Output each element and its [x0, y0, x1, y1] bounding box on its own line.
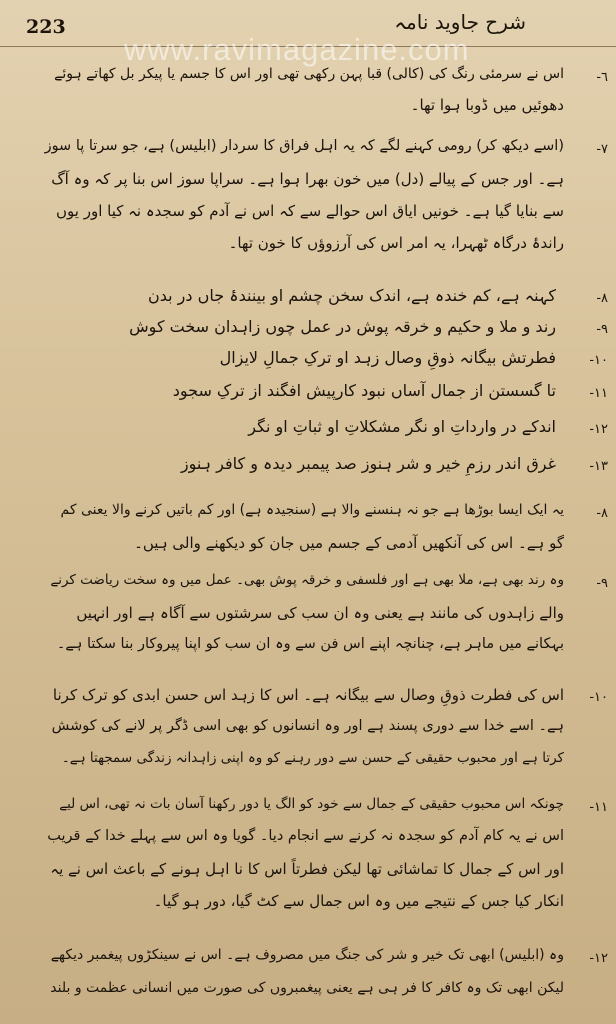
note-number: -٧: [596, 142, 608, 157]
verse-line: غرق اندر رزمِ خیر و شر ہنوز صد پیمبر دیدہ و کافر ہنوز: [180, 454, 556, 473]
verse-line: کہنہ ہے، کم خندہ ہے، اندک سخن چشم او بینندۂ جاں در بدن: [147, 286, 556, 305]
note-number: -١٢: [589, 951, 608, 966]
note-number: -٨: [596, 506, 608, 521]
verse-line: اندکے در وارداتِ او نگر مشکلاتِ او ثباتِ او نگر: [248, 417, 556, 436]
verse-number: -١٢: [589, 422, 608, 437]
note-number: -١٠: [589, 690, 608, 705]
running-title: شرح جاوید نامہ: [394, 10, 526, 34]
text-line: اور اس کے جمال کا تماشائی تھا لیکن فطرتاً اس کا نا اہل ہونے کے باعث اس نے یہ: [50, 860, 564, 878]
page-number: 223: [26, 16, 66, 38]
text-line: وہ (ابلیس) ابھی تک خیر و شر کی جنگ میں مصروف ہے۔ اس نے سینکڑوں پیغمبر دیکھے: [50, 947, 564, 963]
text-line: والے زاہدوں کی مانند ہے یعنی وہ ان سب کی سرشتوں سے آگاہ ہے اور انہیں: [76, 604, 564, 622]
text-line: (اسے دیکھ کر) رومی کہنے لگے کہ یہ اہل فراق کا سردار (ابلیس) ہے، جو سرتا پا سوز: [44, 138, 564, 154]
verse-number: -١١: [589, 386, 608, 401]
text-line: راندۂ درگاہ ٹھہرا، یہ امر اس کی آرزوؤں کا خون تھا۔: [228, 234, 564, 252]
text-line: انکار کیا جس کے نتیجے میں وہ اس جمال سے کٹ گیا، دور ہو گیا۔: [153, 892, 564, 910]
text-line: کرتا ہے اور محبوب حقیقی کے حسن سے دور رہنے کو وہ اپنی زاہدانہ زندگی سمجھتا ہے۔: [61, 750, 564, 766]
verse-number: -١٠: [589, 353, 608, 368]
verse-line: فطرتش بیگانہ ذوقِ وصال زہد او ترکِ جمالِ لایزال: [219, 348, 556, 367]
text-line: اس نے سرمئی رنگ کی (کالی) قبا پہن رکھی تھی اور اس کا جسم یا پیکر بل کھاتے ہوئے: [54, 66, 564, 82]
text-line: سے بنایا گیا ہے۔ خونیں ایاق اس حوالے سے کہ اس نے آدم کو سجدہ نہ کیا اور یوں: [56, 202, 564, 220]
note-number: -١١: [589, 800, 608, 815]
text-line: دھوئیں میں ڈوبا ہوا تھا۔: [410, 96, 564, 114]
text-line: چونکہ اس محبوب حقیقی کے جمال سے خود کو الگ یا دور رکھنا آسان بات نہ تھی، اس لیے: [59, 796, 564, 812]
text-line: اس نے یہ کام آدم کو سجدہ نہ کرنے سے انجام دیا۔ گویا وہ اس سے پہلے خدا کے قریب: [47, 828, 564, 844]
note-number: -٩: [596, 576, 608, 591]
page-header: [0, 6, 616, 67]
verse-number: -١٣: [589, 459, 608, 474]
text-line: ہے۔ اسے خدا سے دوری پسند ہے اور وہ انسانوں کو بھی اسی ڈگر پر لانے کی کوشش: [51, 718, 564, 734]
text-line: بہکانے میں ماہر ہے، چنانچہ اپنے اس فن سے وہ ان سب کو اپنا پیروکار بنا سکتا ہے۔: [56, 636, 564, 652]
text-line: ہے۔ اور جس کے پیالے (دل) میں خون بھرا ہوا ہے۔ سراپا سوز اس بنا پر کہ وہ آگ: [51, 170, 564, 188]
note-number: -٦: [596, 70, 608, 85]
verse-line: تا گسستن از جمال آساں نبود کارپیش افگند از ترکِ سجود: [172, 381, 556, 400]
verse-number: -٨: [596, 291, 608, 306]
text-line: لیکن ابھی تک وہ کافر کا فر ہی ہے یعنی پیغمبروں کی صورت میں انسانی عظمت و بلند: [50, 980, 564, 996]
text-line: یہ ایک ایسا بوڑھا ہے جو نہ ہنسنے والا ہے (سنجیدہ ہے) اور کم باتیں کرنے والا یعنی کم: [60, 502, 564, 518]
text-line: وہ رند بھی ہے، ملا بھی ہے اور فلسفی و خرقہ پوش بھی۔ عمل میں وہ سخت ریاضت کرنے: [50, 572, 564, 588]
watermark: www.ravimagazine.com: [124, 32, 470, 67]
text-line: اس کی فطرت ذوقِ وصال سے بیگانہ ہے۔ اس کا زہد اس حسن ابدی کو ترک کرنا: [52, 686, 564, 704]
text-line: گو ہے۔ اس کی آنکھیں آدمی کے جسم میں جان کو دیکھنے والی ہیں۔: [134, 534, 564, 552]
verse-number: -٩: [596, 322, 608, 337]
verse-line: رند و ملا و حکیم و خرقہ پوش در عمل چوں زاہدان سخت کوش: [129, 317, 556, 336]
